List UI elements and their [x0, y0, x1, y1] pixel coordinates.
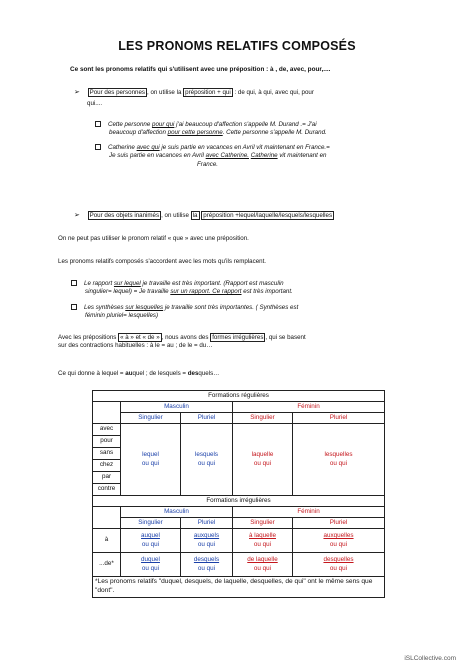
text: quel = — [106, 370, 126, 377]
masc-sing-header: Singulier — [121, 518, 181, 529]
text: ou qui — [329, 459, 348, 467]
text: beaucoup d'affection — [109, 129, 166, 137]
text: Catherine — [108, 144, 135, 151]
intro-line: Ce sont les pronoms relatifs qui s'utilisent avec une préposition : à , de, avec, pour,.... — [70, 66, 331, 73]
la-label: la — [192, 212, 198, 219]
cell — [181, 529, 233, 553]
text: ou qui — [253, 459, 272, 467]
text: desquels — [193, 556, 220, 563]
reg-fem-plur — [293, 424, 385, 496]
text: Avec les prépositions — [58, 334, 117, 341]
para-contractions — [58, 370, 219, 378]
corner-cell — [93, 507, 121, 529]
text: ou qui — [253, 564, 272, 572]
text: Ce qui donne à le — [58, 370, 107, 377]
masc-header: Masculin — [121, 402, 233, 413]
prep-qui-label: préposition + qui — [185, 89, 231, 96]
text: auxquels — [193, 532, 220, 539]
objects-label: Pour des objets inanimés — [89, 212, 160, 219]
text: ou qui — [197, 564, 216, 572]
prep-lequel-label: préposition +lequel/laquelle/lesquels/lesquelles — [203, 212, 333, 219]
text: singulier= lequel) = Je travaille — [85, 288, 169, 296]
text: ou qui — [329, 564, 348, 572]
text: Les synthèses — [84, 304, 124, 311]
checkbox-icon — [71, 280, 77, 286]
text: Je suis partie en vacances en Avril — [109, 152, 204, 160]
checkbox-icon — [95, 144, 101, 150]
text: je suis partie en vacances en Avril vit maintenant en France.= — [161, 144, 330, 151]
text: duquel — [141, 556, 160, 563]
reg-masc-plur — [181, 424, 233, 496]
masc-header: Masculin — [121, 507, 233, 518]
example-2 — [95, 144, 405, 169]
prep-cell: avec — [93, 424, 121, 436]
text: quels = — [165, 370, 188, 377]
reg-masc-sing — [121, 424, 181, 496]
fem-plur-header: Pluriel — [293, 413, 385, 424]
checkbox-icon — [71, 304, 77, 310]
fem-header: Féminin — [233, 402, 385, 413]
persons-label: Pour des personnes — [89, 89, 145, 96]
masc-plur-header: Pluriel — [181, 518, 233, 529]
para-agreement: Les pronoms relatifs composés s'accordent avec les mots qu'ils remplacent. — [58, 258, 267, 265]
text: auxquelles — [323, 532, 354, 539]
row-de-label: ...de* — [93, 553, 121, 577]
text: avec qui — [136, 144, 160, 151]
fem-plur-header: Pluriel — [293, 518, 385, 529]
text: qui.... — [87, 100, 103, 107]
text: je travaille est très important. (Rapport est masculin — [142, 280, 284, 287]
text: lesquels — [194, 451, 219, 458]
text: sur des contractions habituelles : à le = au ; de le = du… — [58, 342, 213, 350]
text: féminin pluriel= lesquelles) — [85, 312, 159, 320]
text: sur lesquelles — [125, 304, 164, 311]
para-irregular — [58, 334, 398, 351]
arrow-bullet-icon: ➢ — [74, 89, 80, 96]
cell — [233, 529, 293, 553]
cell — [181, 553, 233, 577]
text: ou qui — [141, 540, 160, 548]
text: France. — [197, 160, 218, 168]
text: quel ; de les — [132, 370, 166, 377]
text: ou qui — [141, 564, 160, 572]
text: Cette personne — [108, 121, 151, 128]
text: lesquelles — [324, 451, 353, 458]
cell — [293, 529, 385, 553]
text: s'appelle M. Durand .= J'ai — [243, 121, 317, 128]
text: : de qui, à qui, avec qui, pour — [234, 89, 314, 96]
a-de-label: « à » et « de » — [120, 334, 160, 341]
text: , on utilise la — [147, 89, 182, 96]
regular-title: Formations régulières — [93, 391, 385, 402]
text: Catherine — [250, 152, 278, 160]
text: à laquelle — [249, 532, 276, 539]
text: Le rapport — [84, 280, 113, 287]
text: je travaille sont très importantes. ( Synthèses est — [164, 304, 299, 311]
prep-cell: contre — [93, 484, 121, 496]
text: ou qui — [197, 459, 216, 467]
example-3 — [71, 280, 391, 297]
text: laquelle — [251, 451, 274, 458]
fem-header: Féminin — [233, 507, 385, 518]
text: avec Catherine. — [205, 152, 250, 160]
text: vit maintenant en — [279, 152, 327, 160]
text: ou qui — [197, 540, 216, 548]
text: sur lequel — [113, 280, 141, 287]
corner-cell — [93, 402, 121, 424]
reg-fem-sing — [233, 424, 293, 496]
cell — [121, 553, 181, 577]
table-note: *Les pronoms relatifs "duquel, desquels, de laquelle, desquelles, de qui" ont le même sens que "dont". — [93, 577, 385, 598]
text: des — [187, 370, 199, 377]
prep-cell: par — [93, 472, 121, 484]
text: au — [125, 370, 133, 377]
text: . Cette personne s'appelle M. Durand. — [222, 129, 327, 137]
section-objects — [74, 211, 434, 220]
masc-plur-header: Pluriel — [181, 413, 233, 424]
arrow-bullet-icon: ➢ — [74, 212, 80, 219]
text: ou qui — [141, 459, 160, 467]
irregular-title: Formations irrégulières — [93, 496, 385, 507]
fem-sing-header: Singulier — [233, 518, 293, 529]
cell — [121, 529, 181, 553]
text: est très important. — [243, 288, 293, 296]
text: quels… — [198, 370, 220, 377]
text: pour cette personne — [167, 129, 223, 137]
prep-cell: sans — [93, 448, 121, 460]
para-no-que: On ne peut pas utiliser le pronom relatif « que » avec une préposition. — [58, 235, 249, 242]
text: pour qui — [152, 121, 175, 128]
example-1 — [95, 121, 395, 138]
prep-cell: pour — [93, 436, 121, 448]
text: de laquelle — [247, 556, 278, 563]
text: ou qui — [329, 540, 348, 548]
page-title: LES PRONOMS RELATIFS COMPOSÉS — [118, 39, 356, 53]
checkbox-icon — [95, 121, 101, 127]
cell — [293, 553, 385, 577]
masc-sing-header: Singulier — [121, 413, 181, 424]
text: , on utilise — [161, 212, 189, 219]
irregular-forms-label: formes irrégulières — [212, 334, 264, 341]
text: , nous avons des — [161, 334, 209, 341]
prep-cell: chez — [93, 460, 121, 472]
fem-sing-header: Singulier — [233, 413, 293, 424]
footer-credit: iSLCollective.com — [404, 655, 456, 663]
text: , qui se basent — [265, 334, 306, 341]
text: j'ai beaucoup d'affection — [176, 121, 243, 128]
text: ou qui — [253, 540, 272, 548]
section-persons — [74, 88, 394, 97]
cell — [233, 553, 293, 577]
text: auquel — [141, 532, 160, 539]
example-4 — [71, 304, 391, 321]
row-a-label: à — [93, 529, 121, 553]
text: desquelles — [323, 556, 354, 563]
pronoun-table — [92, 390, 385, 598]
text: sur un rapport. Ce rapport — [170, 288, 242, 296]
text: lequel — [142, 451, 159, 458]
